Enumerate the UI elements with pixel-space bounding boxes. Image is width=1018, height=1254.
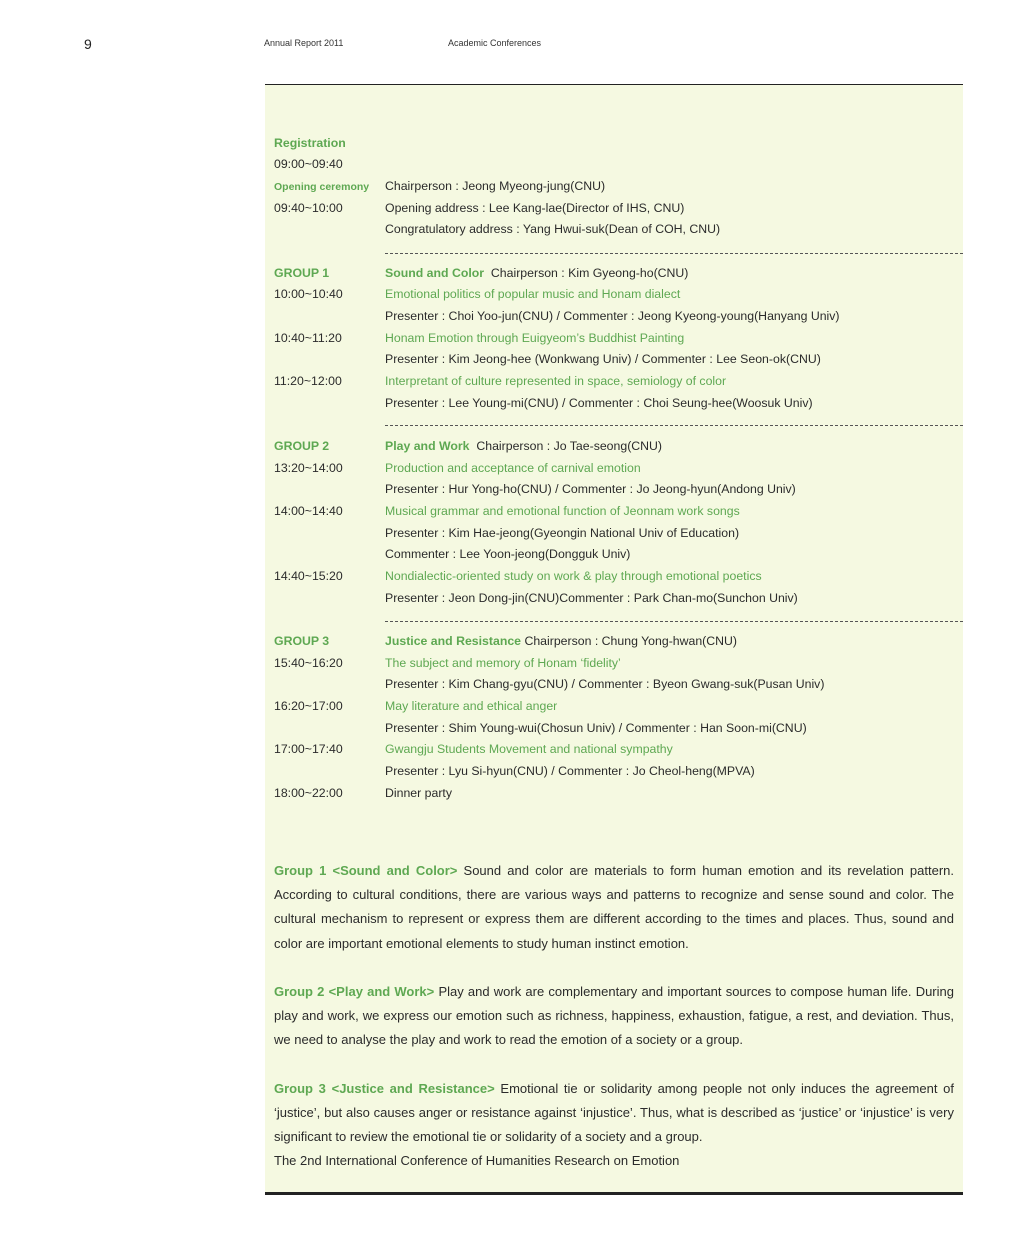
session-people: Presenter : Lyu Si-hyun(CNU) / Commenter : Jo Cheol-heng(MPVA) bbox=[385, 764, 755, 778]
group-chair: Chairperson : Chung Yong-hwan(CNU) bbox=[524, 634, 738, 648]
session-title: The subject and memory of Honam ‘fidelity’ bbox=[385, 656, 621, 670]
session-time: 15:40~16:20 bbox=[274, 656, 343, 670]
registration-label: Registration bbox=[274, 136, 346, 150]
session-time: 13:20~14:00 bbox=[274, 461, 343, 475]
registration-time: 09:00~09:40 bbox=[274, 157, 343, 171]
group-label: GROUP 1 bbox=[274, 266, 330, 280]
program-panel bbox=[265, 84, 963, 1195]
description-text: Sound and color are materials to form human emotion and its revelation pattern. According to cultural conditions, there are various ways and patterns to recognize and sense sound and color. The cultural mechanism to represent or express them are different according to the times and places. Thus, sound and color are important emotional elements to study human instinct emotion. bbox=[274, 863, 955, 951]
session-time: 14:00~14:40 bbox=[274, 504, 343, 518]
session-title: Interpretant of culture represented in space, semiology of color bbox=[385, 374, 727, 388]
session-title: Gwangju Students Movement and national sympathy bbox=[385, 742, 673, 756]
description-heading: Group 3 <Justice and Resistance> bbox=[274, 1081, 495, 1096]
congratulatory-address: Congratulatory address : Yang Hwui-suk(Dean of COH, CNU) bbox=[385, 222, 721, 236]
group-theme: Sound and Color bbox=[385, 266, 485, 280]
opening-address: Opening address : Lee Kang-lae(Director of IHS, CNU) bbox=[385, 201, 685, 215]
session-people: Presenter : Lee Young-mi(CNU) / Commenter : Choi Seung-hee(Woosuk Univ) bbox=[385, 396, 813, 410]
session-people: Presenter : Shim Young-wui(Chosun Univ) / Commenter : Han Soon-mi(CNU) bbox=[385, 721, 807, 735]
session-title: May literature and ethical anger bbox=[385, 699, 558, 713]
group-description bbox=[274, 980, 954, 1053]
opening-chair: Chairperson : Jeong Myeong-jung(CNU) bbox=[385, 179, 606, 193]
running-header-right: Academic Conferences bbox=[448, 38, 542, 48]
description-text: Play and work are complementary and important sources to compose human life. During play and work, we express our emotion such as richness, happiness, exhaustion, fatigue, a rest, and deviation. Thus, we need to analyse the play and work to read the emotion of a society or a group. bbox=[274, 984, 954, 1048]
session-title: Nondialectic-oriented study on work & play through emotional poetics bbox=[385, 569, 762, 583]
description-heading: Group 1 <Sound and Color> bbox=[274, 863, 458, 878]
session-title: Honam Emotion through Euigyeom’s Buddhist Painting bbox=[385, 331, 685, 345]
session-people: Presenter : Hur Yong-ho(CNU) / Commenter : Jo Jeong-hyun(Andong Univ) bbox=[385, 482, 796, 496]
group-label: GROUP 2 bbox=[274, 439, 330, 453]
group-description bbox=[274, 859, 954, 956]
page-number: 9 bbox=[84, 36, 92, 52]
session-title: Emotional politics of popular music and Honam dialect bbox=[385, 287, 681, 301]
divider bbox=[385, 621, 963, 622]
group-chair: Chairperson : Kim Gyeong-ho(CNU) bbox=[490, 266, 689, 280]
session-time: 10:00~10:40 bbox=[274, 287, 343, 301]
description-heading: Group 2 <Play and Work> bbox=[274, 984, 435, 999]
group-label: GROUP 3 bbox=[274, 634, 330, 648]
session-people: Presenter : Kim Chang-gyu(CNU) / Commenter : Byeon Gwang-suk(Pusan Univ) bbox=[385, 677, 825, 691]
session-people: Presenter : Jeon Dong-jin(CNU)Commenter : Park Chan-mo(Sunchon Univ) bbox=[385, 591, 798, 605]
group-theme: Play and Work bbox=[385, 439, 470, 453]
divider bbox=[385, 425, 963, 426]
group-description bbox=[274, 1077, 954, 1150]
group-header bbox=[385, 633, 737, 649]
group-theme: Justice and Resistance bbox=[385, 634, 522, 648]
description-text: Emotional tie or solidarity among people not only induces the agreement of ‘justice’, but also causes anger or resistance against ‘injustice’. Thus, what is described as ‘justice’ or ‘injustice’ is very significant to review the emotional tie or solidarity of a society and a group. bbox=[274, 1081, 954, 1145]
session-people: Presenter : Choi Yoo-jun(CNU) / Commenter : Jeong Kyeong-young(Hanyang Univ) bbox=[385, 309, 840, 323]
session-time: 11:20~12:00 bbox=[274, 374, 342, 388]
opening-label: Opening ceremony bbox=[274, 181, 370, 193]
dinner-label: Dinner party bbox=[385, 786, 452, 800]
session-time: 16:20~17:00 bbox=[274, 699, 343, 713]
dinner-time: 18:00~22:00 bbox=[274, 786, 343, 800]
running-header-left: Annual Report 2011 bbox=[264, 38, 344, 48]
divider bbox=[385, 253, 963, 254]
session-time: 14:40~15:20 bbox=[274, 569, 343, 583]
conference-title-line: The 2nd International Conference of Humanities Research on Emotion bbox=[274, 1153, 680, 1168]
group-chair: Chairperson : Jo Tae-seong(CNU) bbox=[476, 439, 663, 453]
session-title: Production and acceptance of carnival emotion bbox=[385, 461, 641, 475]
group-header bbox=[385, 265, 688, 281]
opening-time: 09:40~10:00 bbox=[274, 201, 343, 215]
session-time: 10:40~11:20 bbox=[274, 331, 342, 345]
session-time: 17:00~17:40 bbox=[274, 742, 343, 756]
session-people: Presenter : Kim Hae-jeong(Gyeongin National Univ of Education) bbox=[385, 526, 740, 540]
session-people: Commenter : Lee Yoon-jeong(Dongguk Univ) bbox=[385, 547, 631, 561]
group-header bbox=[385, 438, 662, 454]
session-title: Musical grammar and emotional function of Jeonnam work songs bbox=[385, 504, 740, 518]
session-people: Presenter : Kim Jeong-hee (Wonkwang Univ) / Commenter : Lee Seon-ok(CNU) bbox=[385, 352, 821, 366]
